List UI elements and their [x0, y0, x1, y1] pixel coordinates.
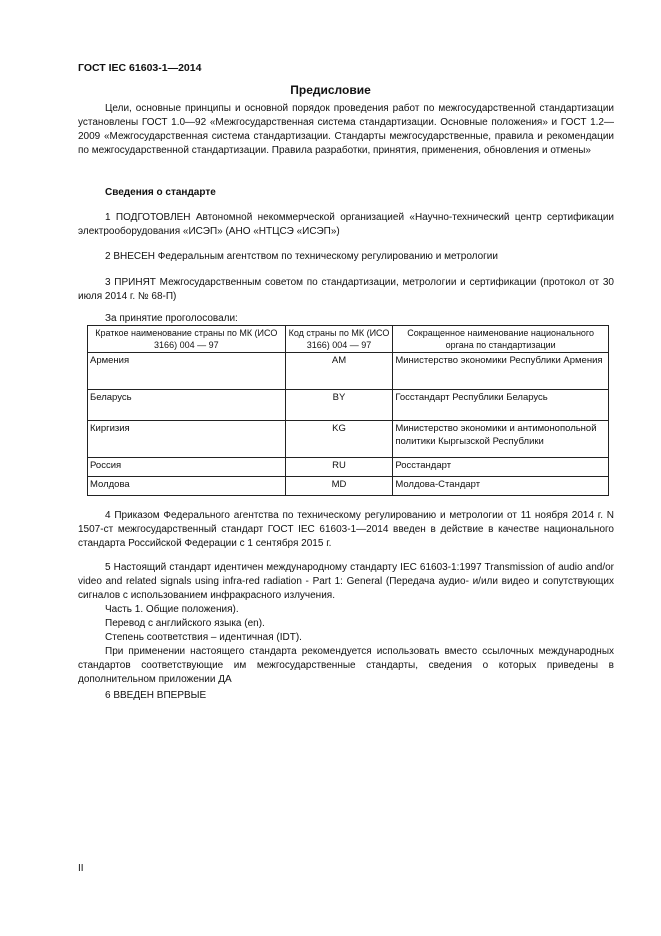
- item-1-text: 1 ПОДГОТОВЛЕН Автономной некоммерческой организацией «Научно-технический центр сертификации электрооборудования «ИСЭП» (АНО «НТЦСЭ «ИСЭП»): [78, 212, 614, 237]
- item-5: [78, 561, 614, 687]
- table-row: [88, 458, 609, 477]
- item-4: [78, 509, 614, 551]
- votes-table: [87, 325, 609, 496]
- item-5-part: Часть 1. Общие положения).: [105, 604, 239, 615]
- table-header-row: [88, 326, 609, 353]
- document-id: ГОСТ IEC 61603-1—2014: [78, 62, 202, 74]
- page-number: II: [78, 863, 84, 874]
- item-2-text: 2 ВНЕСЕН Федеральным агентством по техническому регулированию и метрологии: [105, 251, 498, 262]
- header-code: Код страны по МК (ИСО 3166) 004 — 97: [285, 326, 393, 353]
- page-title: Предисловие: [290, 83, 371, 97]
- item-5-application: При применении настоящего стандарта рекомендуется использовать вместо ссылочных международных стандартов соответствующие им межгосударственные стандарты, сведения о которых приведены в дополнительном приложении ДА: [78, 646, 614, 685]
- info-heading: Сведения о стандарте: [105, 187, 216, 198]
- item-6-text: 6 ВВЕДЕН ВПЕРВЫЕ: [105, 690, 207, 701]
- cell-country: Беларусь: [88, 390, 286, 421]
- item-1: [78, 211, 614, 239]
- info-heading-block: [105, 186, 605, 200]
- item-5-conformity: Степень соответствия – идентичная (IDT).: [105, 632, 302, 643]
- cell-code: KG: [285, 421, 393, 458]
- table-row: [88, 353, 609, 390]
- table-caption: За принятие проголосовали:: [105, 313, 238, 324]
- cell-body: Министерство экономики и антимонопольной политики Кыргызской Республики: [393, 421, 609, 458]
- intro-paragraph: Цели, основные принципы и основной порядок проведения работ по межгосударственной стандартизации установлены ГОСТ 1.0—92 «Межгосударственная система стандартизации. Основные положения» и ГОСТ 1.2—2009 «Межгосударственная система стандартизации. Стандарты межгосударственные, правила и рекомендации по межгосударственной стандартизации. Правила разработки, принятия, применения, обновления и отмены»: [78, 103, 614, 156]
- table-row: [88, 421, 609, 458]
- cell-body: Молдова-Стандарт: [393, 477, 609, 496]
- cell-country: Россия: [88, 458, 286, 477]
- item-6: [78, 689, 614, 703]
- cell-country: Киргизия: [88, 421, 286, 458]
- cell-code: AM: [285, 353, 393, 390]
- cell-code: RU: [285, 458, 393, 477]
- cell-country: Молдова: [88, 477, 286, 496]
- item-4-text: 4 Приказом Федерального агентства по техническому регулированию и метрологии от 11 ноября 2014 г. N 1507-ст межгосударственный стандарт ГОСТ IEC 61603-1—2014 введен в действие в качестве национального стандарта Российской Федерации с 1 сентября 2015 г.: [78, 510, 614, 549]
- cell-code: BY: [285, 390, 393, 421]
- cell-body: Госстандарт Республики Беларусь: [393, 390, 609, 421]
- header-body: Сокращенное наименование национального органа по стандартизации: [393, 326, 609, 353]
- table-row: [88, 477, 609, 496]
- header-country: Краткое наименование страны по МК (ИСО 3166) 004 — 97: [88, 326, 286, 353]
- item-5-text: 5 Настоящий стандарт идентичен международному стандарту IEC 61603-1:1997 Transmission of audio and/or video and related signals using infra-red radiation - Part 1: General (Передача аудио- и/или видео и сопутствующих сигналов с использованием инфракрасного излучения.: [78, 562, 614, 601]
- item-5-translation: Перевод с английского языка (en).: [105, 618, 265, 629]
- item-3: [78, 276, 614, 304]
- cell-body: Росстандарт: [393, 458, 609, 477]
- cell-code: MD: [285, 477, 393, 496]
- cell-country: Армения: [88, 353, 286, 390]
- cell-body: Министерство экономики Республики Армения: [393, 353, 609, 390]
- item-2: [78, 250, 614, 264]
- intro-block: [78, 102, 614, 158]
- table-row: [88, 390, 609, 421]
- item-3-text: 3 ПРИНЯТ Межгосударственным советом по стандартизации, метрологии и сертификации (протокол от 30 июля 2014 г. № 68-П): [78, 277, 614, 302]
